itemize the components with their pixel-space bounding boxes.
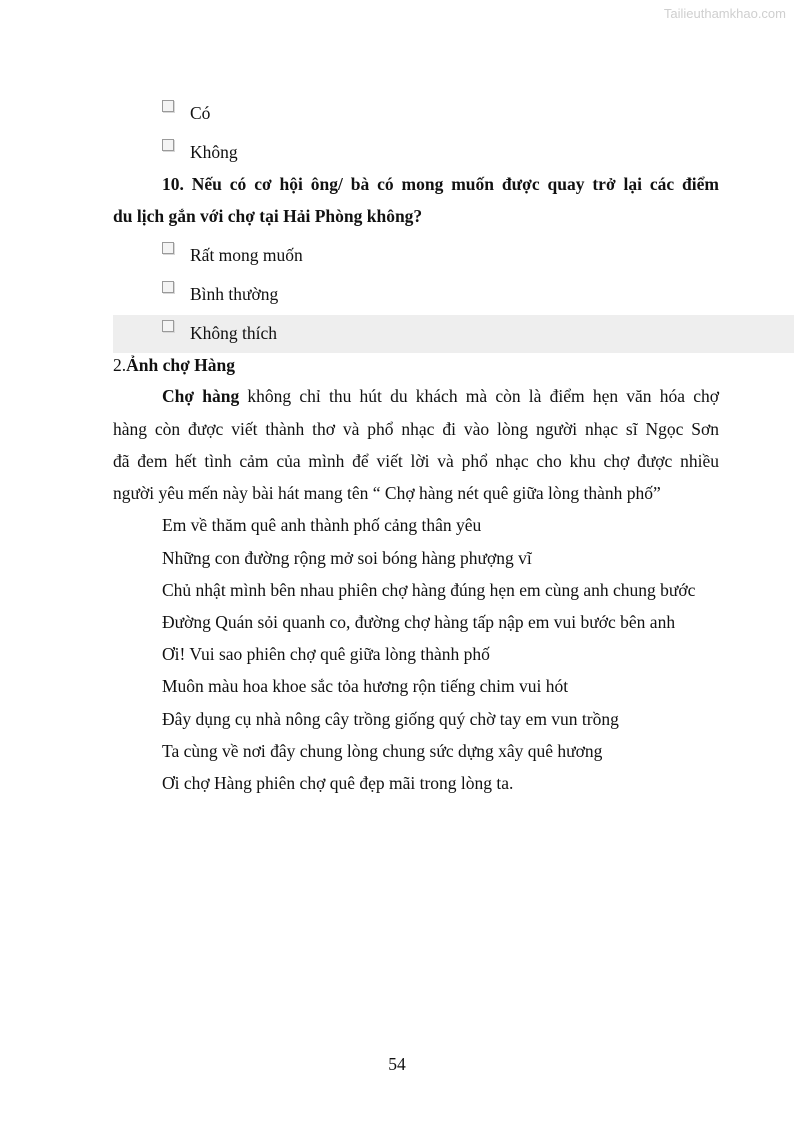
section-title: Ảnh chợ Hàng	[126, 355, 236, 375]
option-label: Không	[190, 141, 238, 162]
checkbox-icon[interactable]	[162, 139, 174, 151]
lyric-line: Ơi chợ Hàng phiên chợ quê đẹp mãi trong lòng ta.	[162, 773, 514, 793]
checkbox-icon[interactable]	[162, 242, 174, 254]
section-heading	[113, 355, 235, 376]
watermark: Tailieuthamkhao.com	[663, 6, 786, 21]
checkbox-icon[interactable]	[162, 320, 174, 332]
option-khong-thich[interactable]	[162, 321, 277, 345]
option-binh-thuong[interactable]	[162, 282, 278, 306]
lyric-line: Chủ nhật mình bên nhau phiên chợ hàng đúng hẹn em cùng anh chung bước	[162, 580, 696, 600]
lyric-line: Đây dụng cụ nhà nông cây trồng giống quý chờ tay em vun trồng	[162, 709, 619, 729]
lyric-line: Em về thăm quê anh thành phố cảng thân yêu	[162, 515, 482, 535]
paragraph-line-4: người yêu mến này bài hát mang tên “ Chợ hàng nét quê giữa lòng thành phố”	[113, 483, 661, 503]
option-label: Rất mong muốn	[190, 244, 303, 265]
option-label: Bình thường	[190, 283, 279, 304]
section-number: 2.	[113, 355, 127, 375]
question-10-line-2: du lịch gắn với chợ tại Hải Phòng không?	[113, 206, 423, 226]
option-label: Có	[190, 102, 211, 123]
question-10-line-1: 10. Nếu có cơ hội ông/ bà có mong muốn được quay trở lại các điểm	[162, 174, 719, 194]
checkbox-icon[interactable]	[162, 100, 174, 112]
paragraph-bold-lead: Chợ hàng	[162, 386, 240, 406]
paragraph-line-1: Chợ hàng không chỉ thu hút du khách mà còn là điểm hẹn văn hóa chợ	[162, 386, 719, 406]
lyric-line: Những con đường rộng mở soi bóng hàng phượng vĩ	[162, 548, 532, 568]
option-label: Không thích	[190, 322, 278, 343]
lyric-line: Ta cùng về nơi đây chung lòng chung sức dựng xây quê hương	[162, 741, 603, 761]
option-rat-mong-muon[interactable]	[162, 243, 303, 267]
lyric-line: Đường Quán sỏi quanh co, đường chợ hàng tấp nập em vui bước bên anh	[162, 612, 676, 632]
lyric-line: Muôn màu hoa khoe sắc tỏa hương rộn tiếng chim vui hót	[162, 676, 569, 696]
paragraph-line-3: đã đem hết tình cảm của mình để viết lời và phổ nhạc cho khu chợ được nhiều	[113, 451, 719, 471]
checkbox-icon[interactable]	[162, 281, 174, 293]
page-number: 54	[388, 1054, 406, 1074]
paragraph-line-2: hàng còn được viết thành thơ và phổ nhạc đi vào lòng người nhạc sĩ Ngọc Sơn	[113, 419, 719, 439]
option-co[interactable]	[162, 101, 210, 125]
lyric-line: Ơi! Vui sao phiên chợ quê giữa lòng thành phố	[162, 644, 490, 664]
option-khong[interactable]	[162, 140, 238, 164]
